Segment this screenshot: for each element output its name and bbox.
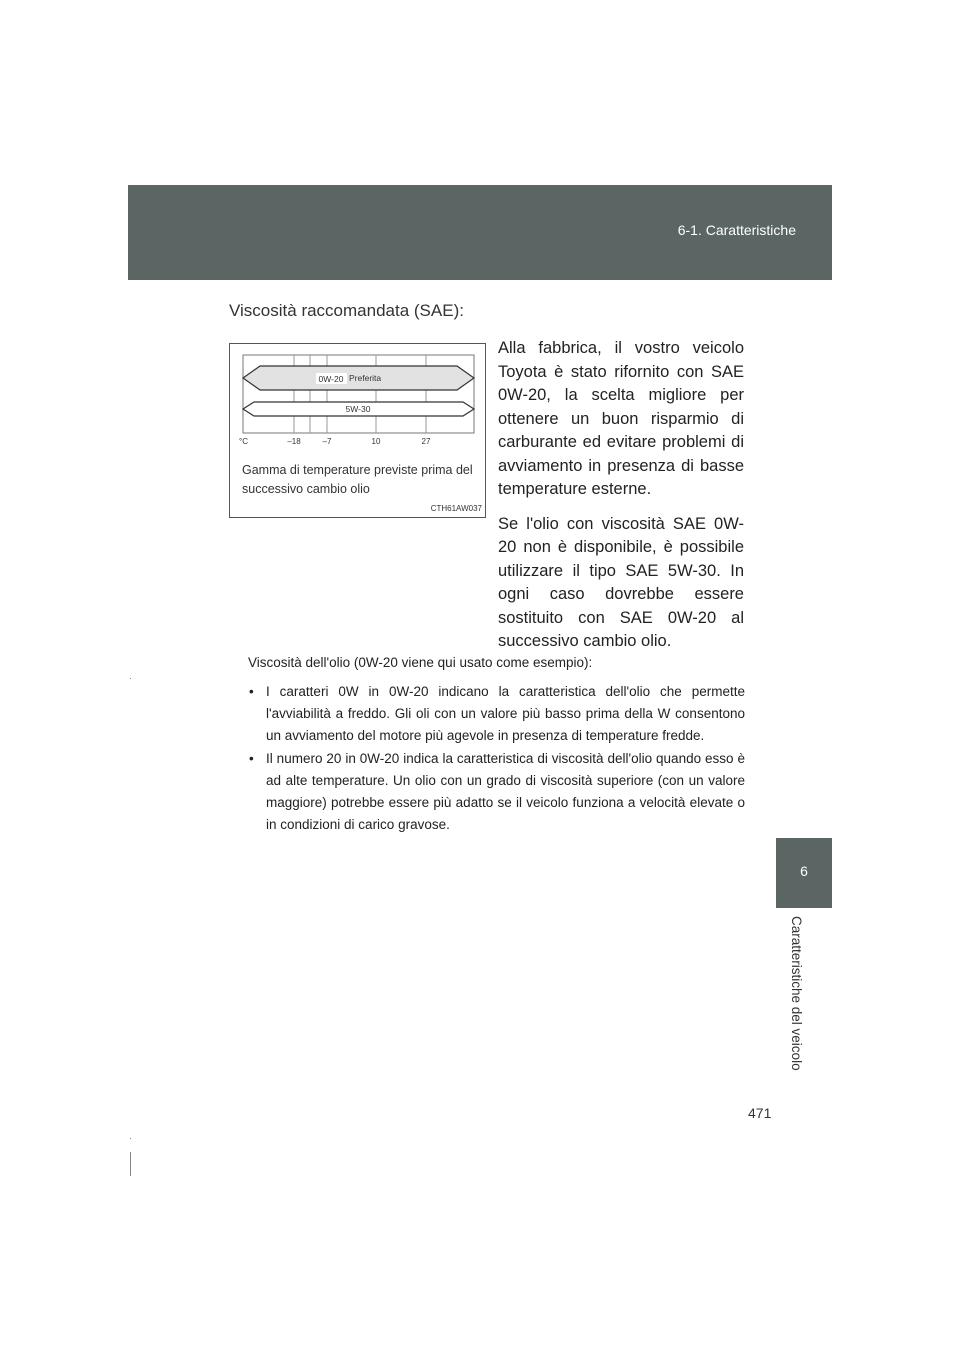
crop-mark	[130, 678, 131, 679]
body-text	[498, 337, 744, 665]
figure-caption: Gamma di temperature previste prima del successivo cambio olio	[242, 463, 473, 496]
chapter-label-container	[774, 916, 814, 1082]
tick-label: 27	[421, 437, 431, 446]
viscosity-figure	[229, 343, 486, 518]
crop-mark	[130, 1152, 131, 1176]
chapter-tab	[776, 838, 832, 908]
list-item-text: I caratteri 0W in 0W-20 indicano la caratteristica dell'olio che permette l'avviabilità a freddo. Gli oli con un valore più basso prima della W consentono un avviamento del motore più agevole in presenza di temperature fredde.	[266, 684, 745, 743]
viscosity-note	[245, 652, 745, 837]
band-grade-5w30: 5W-30	[345, 404, 371, 414]
list-item	[245, 681, 745, 747]
paragraph: Alla fabbrica, il vostro veicolo Toyota è stato rifornito con SAE 0W-20, la scelta migliore per ottenere un buon risparmio di carburante ed evitare problemi di avviamento in presenza di basse temperature esterne.	[498, 339, 744, 498]
crop-mark	[130, 1138, 131, 1139]
chapter-number: 6	[800, 863, 808, 879]
figure-code: CTH61AW037	[430, 504, 482, 513]
note-title: Viscosità dell'olio (0W-20 viene qui usato come esempio):	[248, 655, 593, 670]
tick-label: –7	[322, 437, 332, 446]
band-grade-0w20: 0W-20	[318, 374, 344, 384]
note-list	[245, 681, 745, 836]
list-item-text: Il numero 20 in 0W-20 indica la caratteristica di viscosità dell'olio quando esso è ad alte temperature. Un olio con un grado di viscosità superiore (con un valore maggiore) potrebbe essere più adatto se il veicolo funziona a velocità elevate o in condizioni di carico gravose.	[266, 751, 745, 832]
section-heading: Viscosità raccomandata (SAE):	[229, 301, 464, 320]
chapter-label: Caratteristiche del veicolo	[789, 916, 804, 1071]
tick-label: 10	[371, 437, 381, 446]
axis-unit: °C	[239, 437, 248, 446]
page-number: 471	[748, 1105, 772, 1121]
band-tag-preferita: Preferita	[349, 373, 382, 383]
paragraph: Se l'olio con viscosità SAE 0W-20 non è disponibile, è possibile utilizzare il tipo SAE 5W-30. In ogni caso dovrebbe essere sostituito con SAE 0W-20 al successivo cambio olio.	[498, 514, 744, 650]
header-band	[128, 185, 832, 280]
list-item	[245, 748, 745, 836]
bullet-icon: •	[249, 751, 254, 766]
section-title: 6-1. Caratteristiche	[677, 222, 796, 238]
bullet-icon: •	[249, 684, 254, 699]
tick-label: –18	[287, 437, 301, 446]
